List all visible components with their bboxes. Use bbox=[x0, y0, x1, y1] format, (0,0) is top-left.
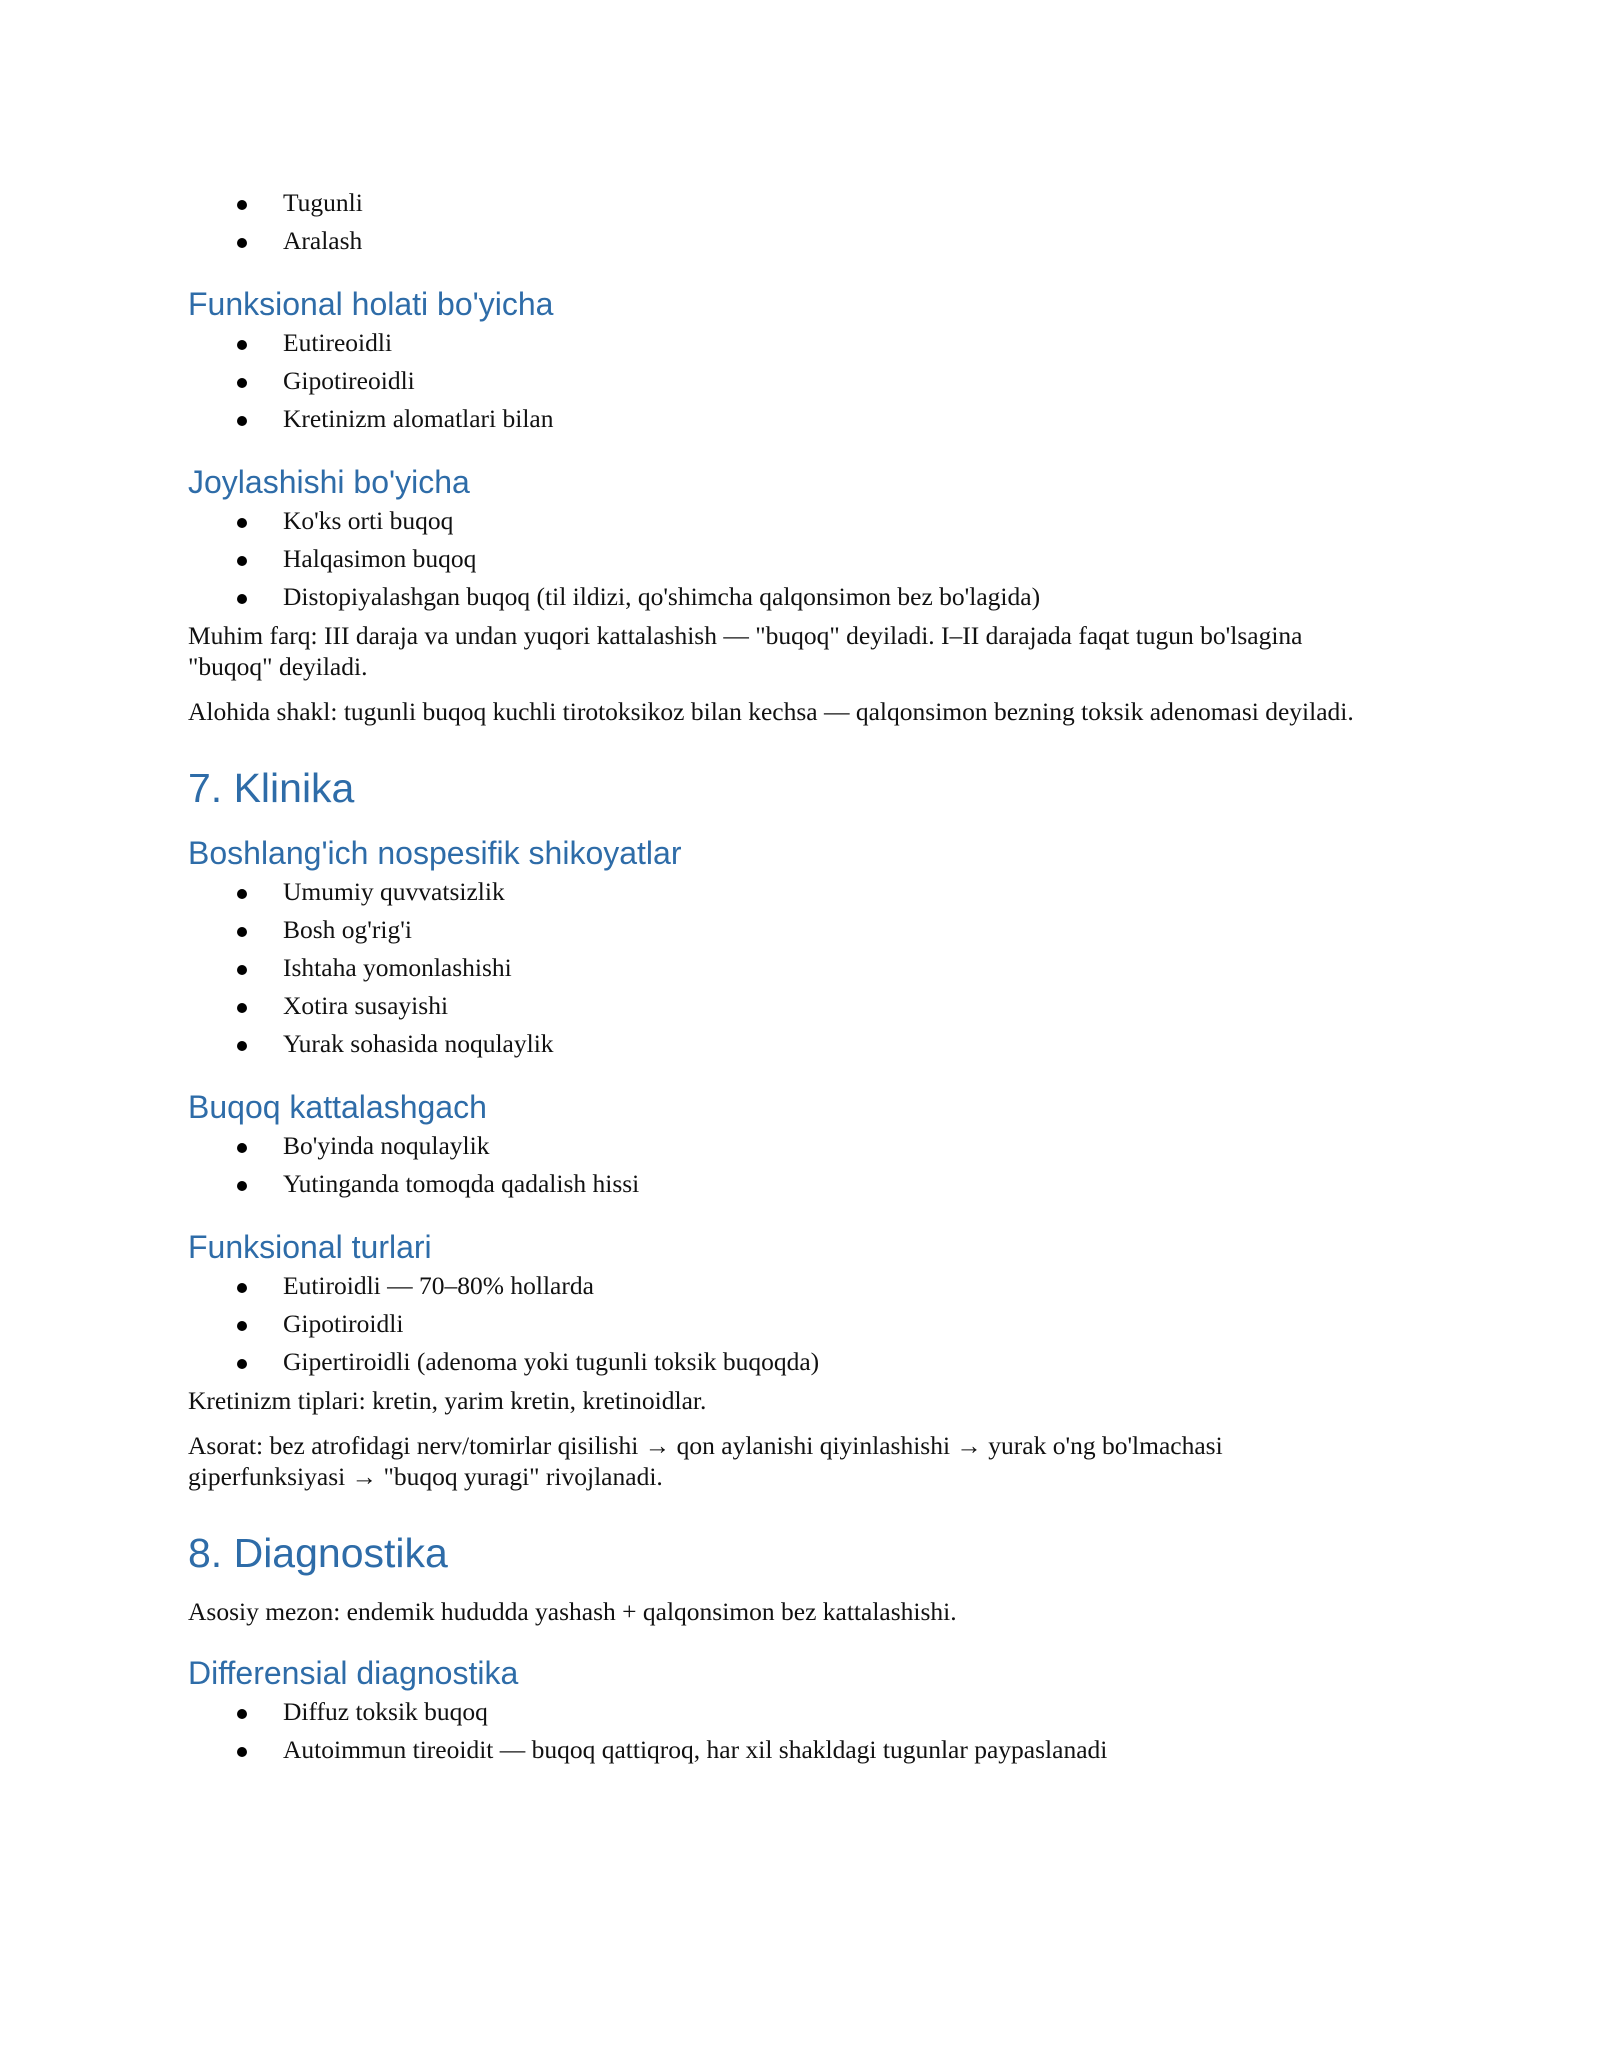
funksional-holati-list bbox=[188, 324, 1428, 438]
list-item: Halqasimon buqoq bbox=[188, 540, 1428, 578]
alohida-shakl-paragraph: Alohida shakl: tugunli buqoq kuchli tirotoksikoz bilan kechsa — qalqonsimon bezning toksik adenomasi deyiladi. bbox=[188, 697, 1354, 726]
bullet-icon bbox=[237, 1143, 247, 1153]
list-item: Bo'yinda noqulaylik bbox=[188, 1127, 1428, 1165]
list-item: Yurak sohasida noqulaylik bbox=[188, 1025, 1428, 1063]
bullet-icon bbox=[237, 340, 247, 350]
list-item: Gipotiroidli bbox=[188, 1305, 1428, 1343]
list-item: Ko'ks orti buqoq bbox=[188, 502, 1428, 540]
list-item: Tugunli bbox=[188, 184, 1428, 222]
muhim-farq-line-2: "buqoq" deyiladi. bbox=[188, 652, 368, 681]
list-item: Eutiroidli — 70–80% hollarda bbox=[188, 1267, 1428, 1305]
list-item: Yutinganda tomoqda qadalish hissi bbox=[188, 1165, 1428, 1203]
bullet-icon bbox=[237, 1359, 247, 1369]
top-bullet-list bbox=[188, 184, 1428, 260]
funksional-turlari-list bbox=[188, 1267, 1428, 1381]
bullet-icon bbox=[237, 1747, 247, 1757]
heading-differensial: Differensial diagnostika bbox=[188, 1655, 519, 1691]
list-item: Eutireoidli bbox=[188, 324, 1428, 362]
muhim-farq-line-1: Muhim farq: III daraja va undan yuqori kattalashish — "buqoq" deyiladi. I–II darajada faqat tugun bo'lsagina bbox=[188, 621, 1303, 650]
page-content bbox=[188, 184, 1428, 1769]
list-item: Xotira susayishi bbox=[188, 987, 1428, 1025]
list-item: Umumiy quvvatsizlik bbox=[188, 873, 1428, 911]
bullet-icon bbox=[237, 1041, 247, 1051]
list-item: Aralash bbox=[188, 222, 1428, 260]
bullet-icon bbox=[237, 238, 247, 248]
boshlangich-list bbox=[188, 873, 1428, 1063]
heading-funksional-turlari: Funksional turlari bbox=[188, 1229, 432, 1265]
list-item: Diffuz toksik buqoq bbox=[188, 1693, 1428, 1731]
list-item: Kretinizm alomatlari bilan bbox=[188, 400, 1428, 438]
bullet-icon bbox=[237, 1321, 247, 1331]
heading-boshlangich: Boshlang'ich nospesifik shikoyatlar bbox=[188, 835, 682, 871]
bullet-icon bbox=[237, 889, 247, 899]
section-title-klinika: 7. Klinika bbox=[188, 765, 355, 811]
asorat-line-2: giperfunksiyasi → "buqoq yuragi" rivojlanadi. bbox=[188, 1462, 663, 1491]
bullet-icon bbox=[237, 378, 247, 388]
bullet-icon bbox=[237, 927, 247, 937]
bullet-icon bbox=[237, 518, 247, 528]
list-item: Gipertiroidli (adenoma yoki tugunli toksik buqoqda) bbox=[188, 1343, 1428, 1381]
asorat-paragraph bbox=[188, 1430, 1428, 1492]
bullet-icon bbox=[237, 1709, 247, 1719]
differensial-list bbox=[188, 1693, 1428, 1769]
heading-joylashishi: Joylashishi bo'yicha bbox=[188, 464, 470, 500]
bullet-icon bbox=[237, 556, 247, 566]
list-item: Ishtaha yomonlashishi bbox=[188, 949, 1428, 987]
heading-funksional-holati: Funksional holati bo'yicha bbox=[188, 286, 554, 322]
kretinizm-paragraph: Kretinizm tiplari: kretin, yarim kretin, kretinoidlar. bbox=[188, 1386, 707, 1415]
bullet-icon bbox=[237, 200, 247, 210]
list-item: Autoimmun tireoidit — buqoq qattiqroq, har xil shakldagi tugunlar paypaslanadi bbox=[188, 1731, 1428, 1769]
buqoq-kattalashgach-list bbox=[188, 1127, 1428, 1203]
muhim-farq-paragraph bbox=[188, 620, 1428, 682]
list-item: Distopiyalashgan buqoq (til ildizi, qo'shimcha qalqonsimon bez bo'lagida) bbox=[188, 578, 1428, 616]
bullet-icon bbox=[237, 1283, 247, 1293]
list-item: Bosh og'rig'i bbox=[188, 911, 1428, 949]
joylashishi-list bbox=[188, 502, 1428, 616]
asosiy-mezon-paragraph: Asosiy mezon: endemik hududda yashash + qalqonsimon bez kattalashishi. bbox=[188, 1597, 957, 1626]
heading-buqoq-kattalashgach: Buqoq kattalashgach bbox=[188, 1089, 487, 1125]
list-item: Gipotireoidli bbox=[188, 362, 1428, 400]
asorat-line-1: Asorat: bez atrofidagi nerv/tomirlar qisilishi → qon aylanishi qiyinlashishi → yurak o'ng bo'lmachasi bbox=[188, 1431, 1223, 1460]
bullet-icon bbox=[237, 1181, 247, 1191]
bullet-icon bbox=[237, 594, 247, 604]
bullet-icon bbox=[237, 416, 247, 426]
bullet-icon bbox=[237, 1003, 247, 1013]
section-title-diagnostika: 8. Diagnostika bbox=[188, 1530, 448, 1576]
bullet-icon bbox=[237, 965, 247, 975]
